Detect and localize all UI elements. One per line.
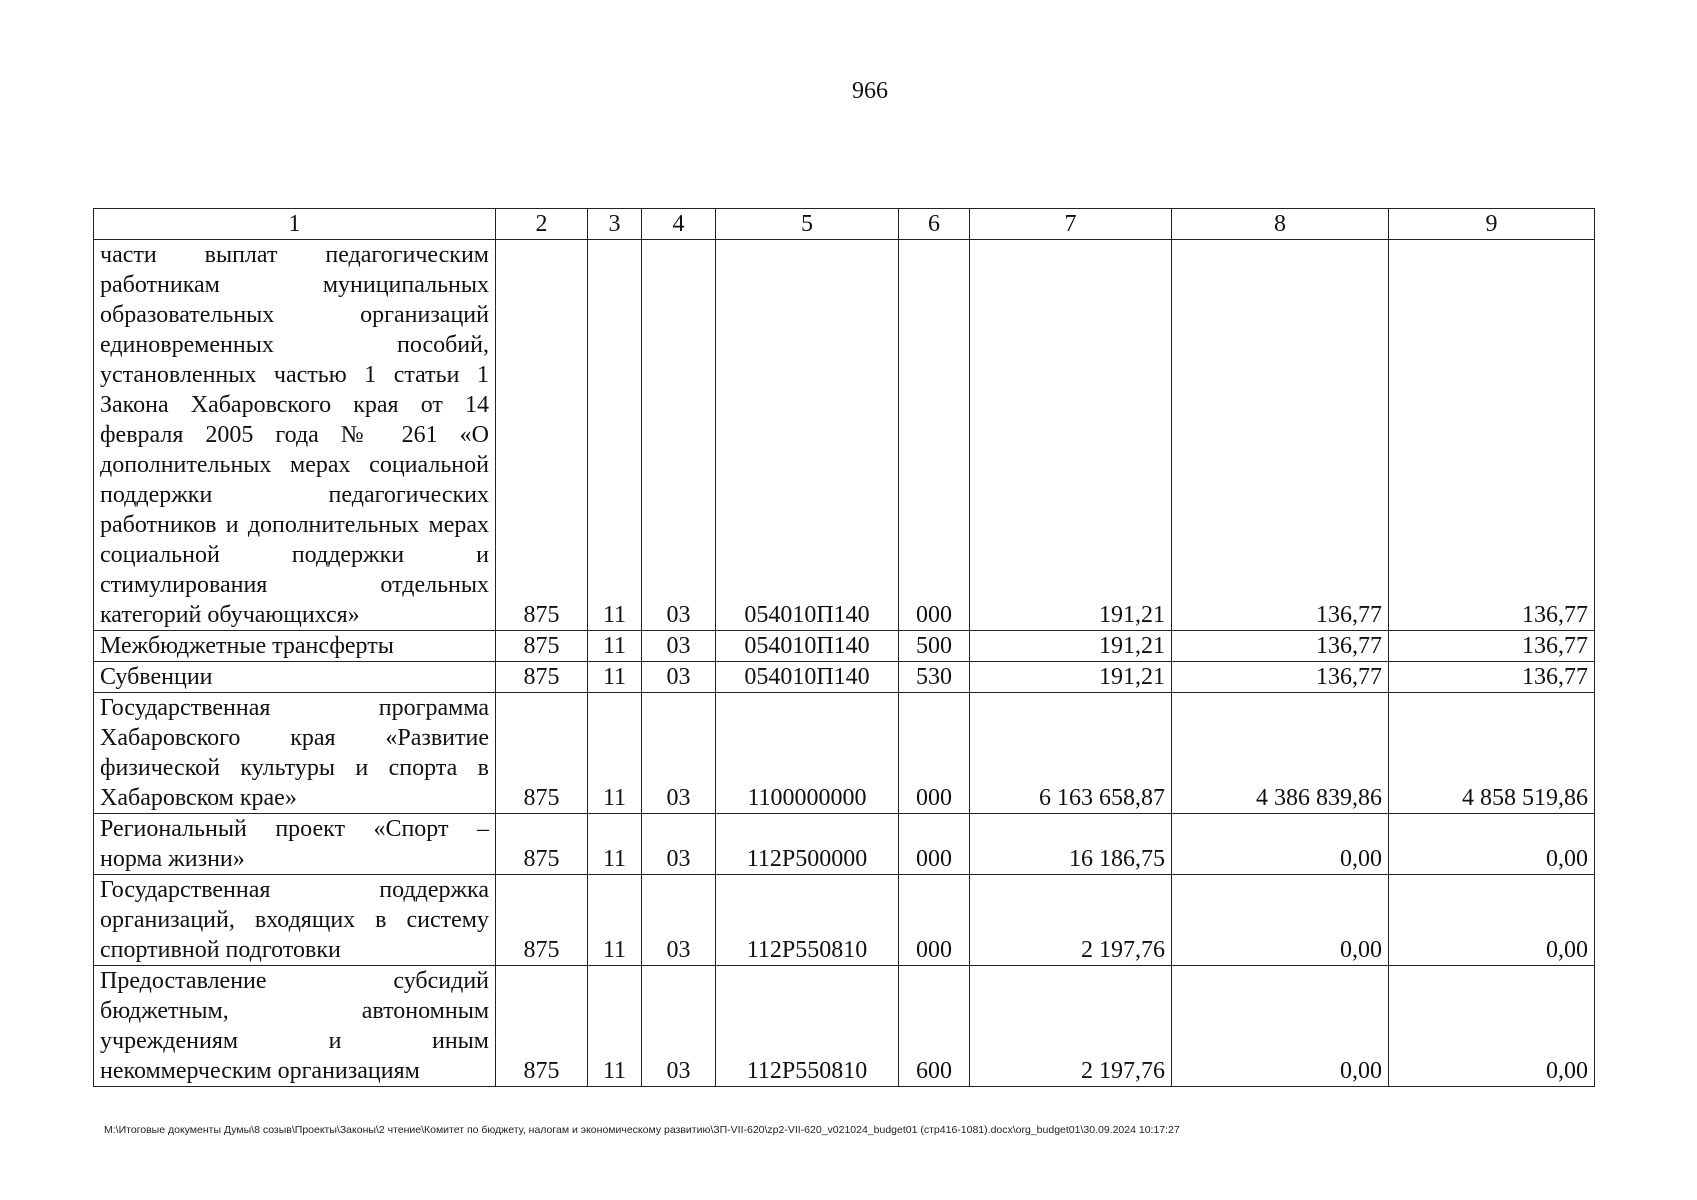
row-amount-col8: 4 386 839,86	[1172, 693, 1389, 814]
row-ministry-code: 875	[496, 814, 588, 875]
row-amount-col8: 136,77	[1172, 662, 1389, 693]
col-header-5: 5	[716, 209, 899, 240]
row-amount-col9: 136,77	[1389, 631, 1595, 662]
table-row	[94, 966, 1595, 1087]
row-target-article: 054010П140	[716, 631, 899, 662]
row-section-code: 11	[588, 875, 642, 966]
table-row	[94, 631, 1595, 662]
row-expense-type: 600	[899, 966, 970, 1087]
row-ministry-code: 875	[496, 693, 588, 814]
row-amount-col9: 136,77	[1389, 662, 1595, 693]
row-description: Государственная поддержка организаций, входящих в систему спортивной подготовки	[94, 875, 496, 966]
table-row	[94, 814, 1595, 875]
row-ministry-code: 875	[496, 631, 588, 662]
row-amount-col8: 136,77	[1172, 240, 1389, 631]
col-header-9: 9	[1389, 209, 1595, 240]
row-section-code: 11	[588, 631, 642, 662]
row-ministry-code: 875	[496, 966, 588, 1087]
row-amount-col9: 0,00	[1389, 814, 1595, 875]
row-section-code: 11	[588, 814, 642, 875]
col-header-6: 6	[899, 209, 970, 240]
row-amount-col7: 191,21	[970, 662, 1172, 693]
row-amount-col7: 2 197,76	[970, 875, 1172, 966]
row-amount-col9: 0,00	[1389, 875, 1595, 966]
row-target-article: 112Р550810	[716, 875, 899, 966]
row-amount-col7: 16 186,75	[970, 814, 1172, 875]
row-amount-col9: 0,00	[1389, 966, 1595, 1087]
row-section-code: 11	[588, 966, 642, 1087]
row-amount-col8: 0,00	[1172, 875, 1389, 966]
row-ministry-code: 875	[496, 662, 588, 693]
table-row	[94, 662, 1595, 693]
row-subsection-code: 03	[642, 966, 716, 1087]
row-amount-col8: 136,77	[1172, 631, 1389, 662]
row-expense-type: 000	[899, 814, 970, 875]
col-header-7: 7	[970, 209, 1172, 240]
row-amount-col8: 0,00	[1172, 814, 1389, 875]
col-header-4: 4	[642, 209, 716, 240]
row-amount-col7: 2 197,76	[970, 966, 1172, 1087]
col-header-8: 8	[1172, 209, 1389, 240]
row-target-article: 112Р500000	[716, 814, 899, 875]
row-subsection-code: 03	[642, 662, 716, 693]
row-ministry-code: 875	[496, 875, 588, 966]
row-amount-col8: 0,00	[1172, 966, 1389, 1087]
row-description: Предоставление субсидий бюджетным, автономным учреждениям и иным некоммерческим организациям	[94, 966, 496, 1087]
row-amount-col9: 136,77	[1389, 240, 1595, 631]
table-row	[94, 693, 1595, 814]
col-header-1: 1	[94, 209, 496, 240]
header-row	[94, 209, 1595, 240]
row-ministry-code: 875	[496, 240, 588, 631]
row-target-article: 112Р550810	[716, 966, 899, 1087]
page-number: 966	[852, 78, 888, 104]
row-amount-col9: 4 858 519,86	[1389, 693, 1595, 814]
col-header-3: 3	[588, 209, 642, 240]
row-target-article: 054010П140	[716, 662, 899, 693]
row-description: части выплат педагогическим работникам муниципальных образовательных организаций единовременных пособий, установленных частью 1 статьи 1 Закона Хабаровского края от 14 февраля 2005 года № 261 «О дополнительных мерах социальной поддержки педагогических работников и дополнительных мерах социальной поддержки и стимулирования отдельных категорий обучающихся»	[94, 240, 496, 631]
table-row	[94, 875, 1595, 966]
row-target-article: 054010П140	[716, 240, 899, 631]
row-subsection-code: 03	[642, 693, 716, 814]
row-expense-type: 000	[899, 875, 970, 966]
row-section-code: 11	[588, 693, 642, 814]
row-expense-type: 000	[899, 693, 970, 814]
row-expense-type: 500	[899, 631, 970, 662]
row-subsection-code: 03	[642, 814, 716, 875]
row-amount-col7: 6 163 658,87	[970, 693, 1172, 814]
document-file-path: M:\Итоговые документы Думы\8 созыв\Проекты\Законы\2 чтение\Комитет по бюджету, налогам и экономическому развитию\ЗП-VII-620\zp2-VII-620_v021024_budget01 (стр416-1081).docx\org_budget01\30.09.2024 10:17:27	[104, 1124, 1180, 1136]
row-amount-col7: 191,21	[970, 631, 1172, 662]
row-section-code: 11	[588, 240, 642, 631]
row-description: Государственная программа Хабаровского края «Развитие физической культуры и спорта в Хабаровском крае»	[94, 693, 496, 814]
row-description: Региональный проект «Спорт – норма жизни»	[94, 814, 496, 875]
row-expense-type: 000	[899, 240, 970, 631]
row-expense-type: 530	[899, 662, 970, 693]
row-subsection-code: 03	[642, 240, 716, 631]
row-amount-col7: 191,21	[970, 240, 1172, 631]
row-description: Субвенции	[94, 662, 496, 693]
row-subsection-code: 03	[642, 875, 716, 966]
row-description: Межбюджетные трансферты	[94, 631, 496, 662]
row-section-code: 11	[588, 662, 642, 693]
row-subsection-code: 03	[642, 631, 716, 662]
col-header-2: 2	[496, 209, 588, 240]
row-target-article: 1100000000	[716, 693, 899, 814]
budget-table	[93, 208, 1595, 1087]
table-row	[94, 240, 1595, 631]
